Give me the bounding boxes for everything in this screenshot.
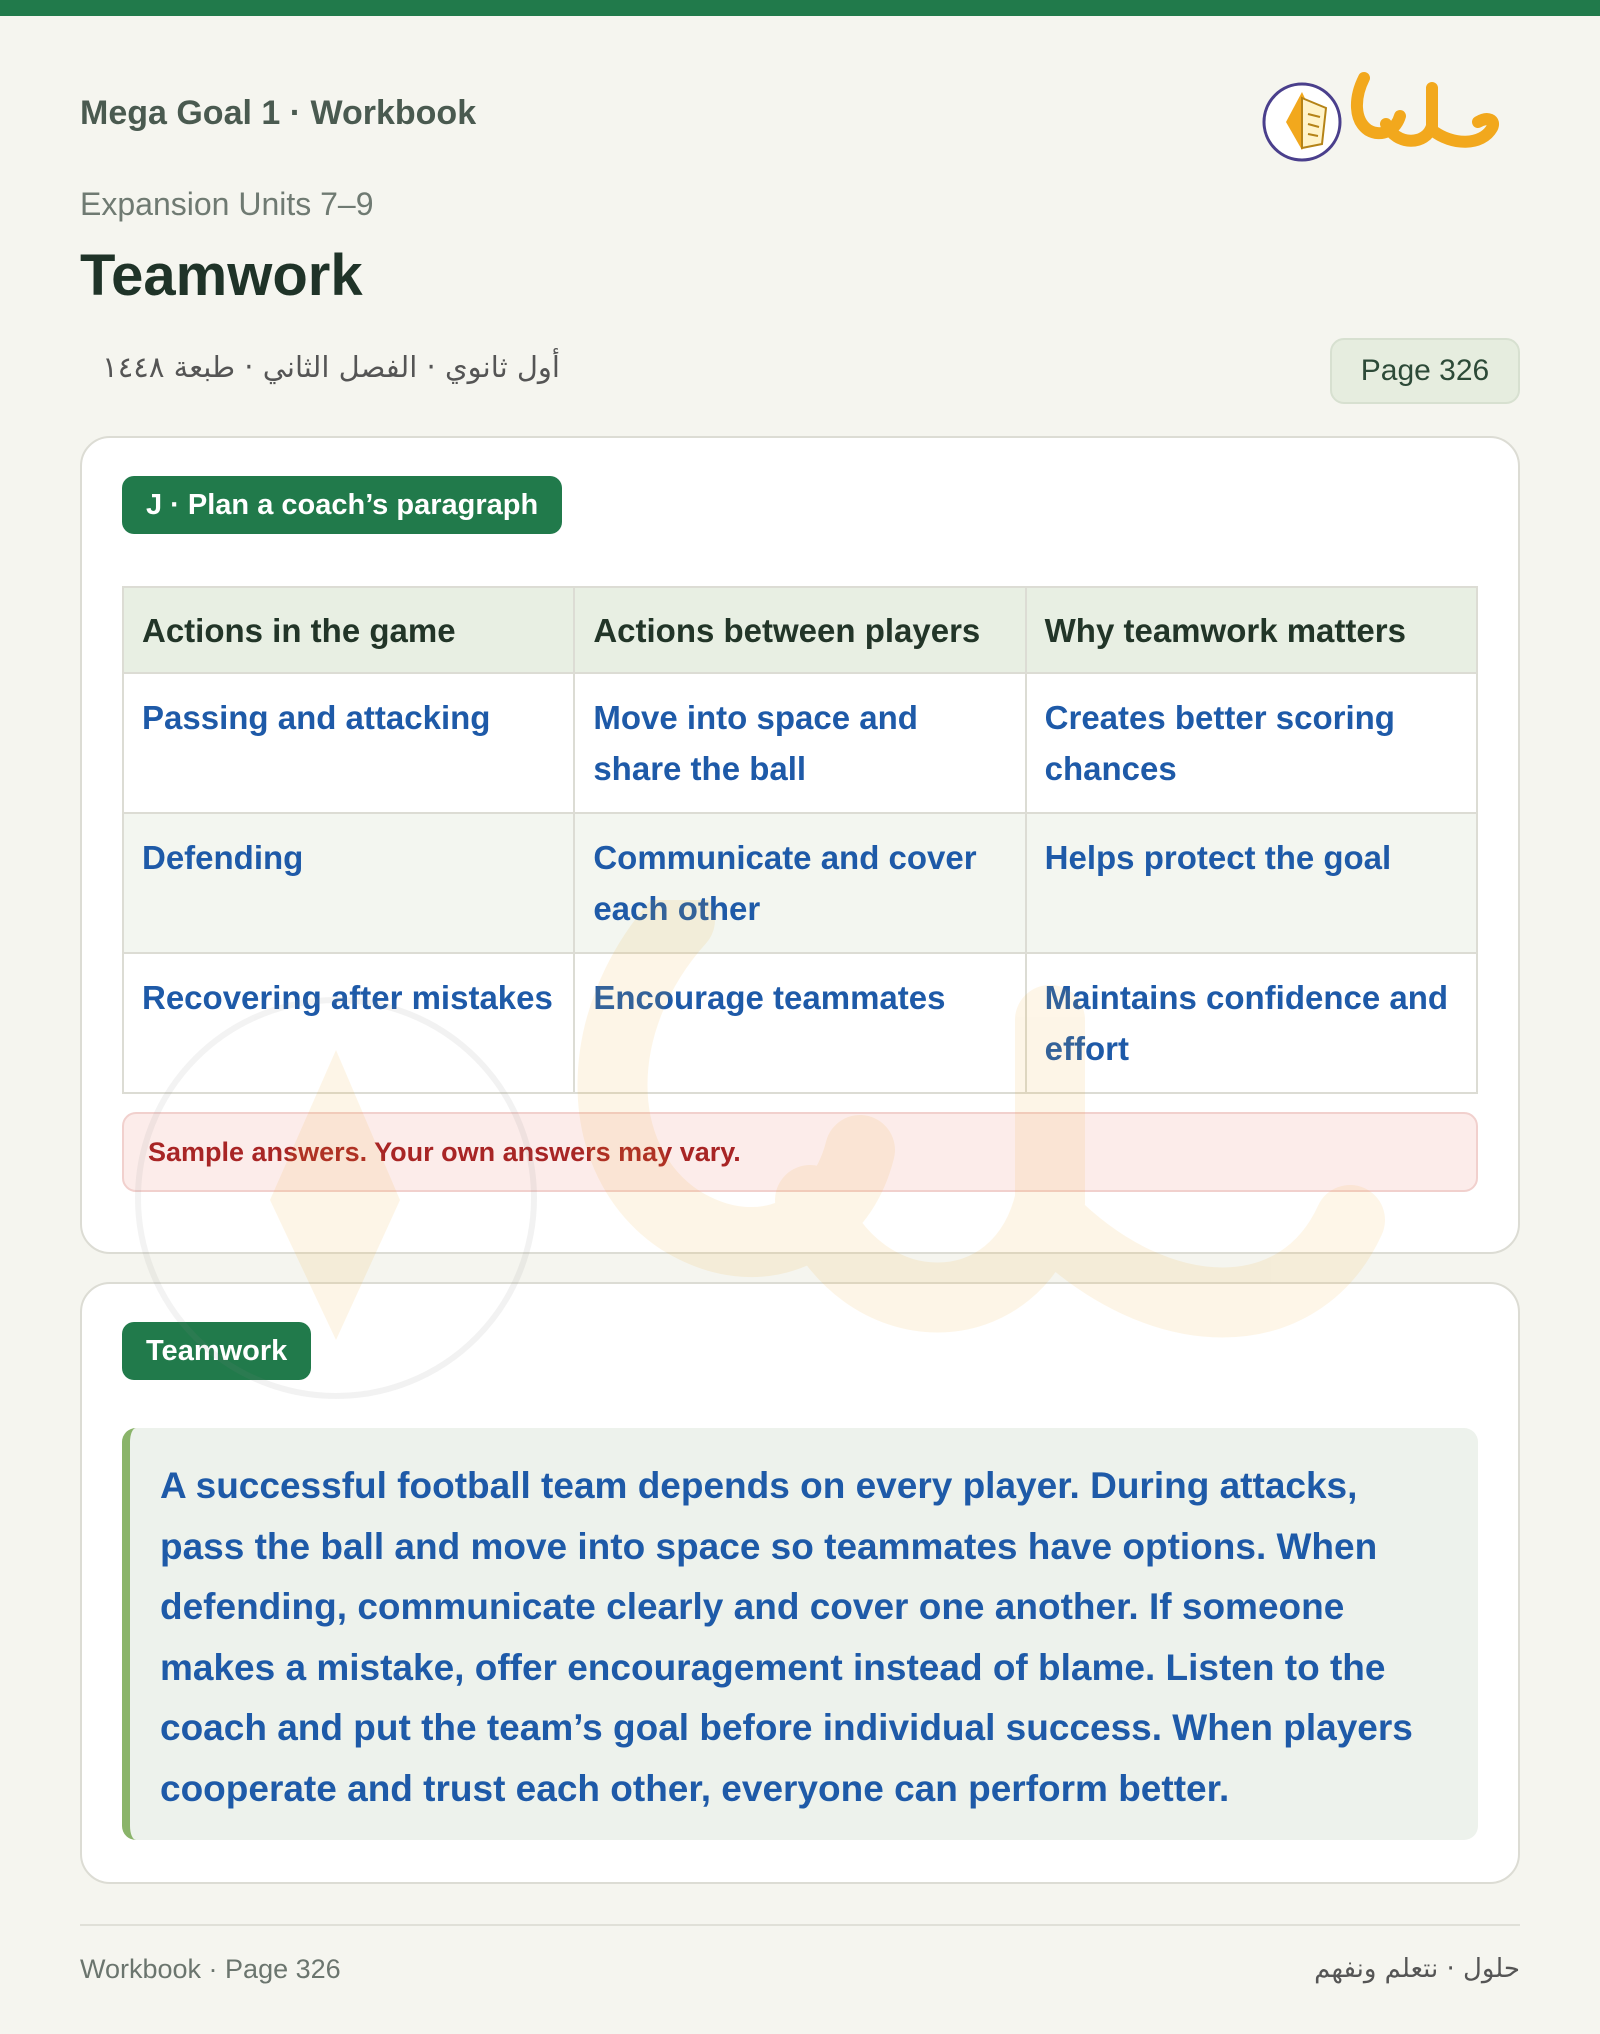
arabic-grade-meta: أول ثانوي · الفصل الثاني · طبعة ١٤٤٨ bbox=[102, 350, 560, 384]
sample-answers-note: Sample answers. Your own answers may vary. bbox=[122, 1112, 1478, 1192]
table-row bbox=[123, 953, 1477, 1093]
expansion-units-label: Expansion Units 7–9 bbox=[80, 186, 374, 222]
hulul-logo[interactable] bbox=[1256, 64, 1506, 168]
column-header: Why teamwork matters bbox=[1026, 587, 1477, 673]
table-row bbox=[123, 673, 1477, 813]
table-cell: Helps protect the goal bbox=[1026, 813, 1477, 953]
top-accent-bar bbox=[0, 0, 1600, 16]
table-row bbox=[123, 813, 1477, 953]
footer-divider bbox=[80, 1924, 1520, 1926]
page-number-badge: Page 326 bbox=[1330, 338, 1520, 404]
table-cell: Recovering after mistakes bbox=[123, 953, 574, 1093]
column-header: Actions in the game bbox=[123, 587, 574, 673]
book-series-title: Mega Goal 1 · Workbook bbox=[80, 94, 477, 132]
table-cell: Communicate and cover each other bbox=[574, 813, 1025, 953]
section-j-badge: J · Plan a coach’s paragraph bbox=[122, 476, 562, 534]
coach-plan-table bbox=[122, 586, 1478, 1094]
table-cell: Passing and attacking bbox=[123, 673, 574, 813]
page-title: Teamwork bbox=[80, 243, 363, 308]
table-header-row bbox=[123, 587, 1477, 673]
teamwork-badge: Teamwork bbox=[122, 1322, 311, 1380]
column-header: Actions between players bbox=[574, 587, 1025, 673]
footer-page-label: Workbook · Page 326 bbox=[80, 1954, 341, 1984]
table-cell: Maintains confidence and effort bbox=[1026, 953, 1477, 1093]
teamwork-card bbox=[80, 1282, 1520, 1884]
table-cell: Encourage teammates bbox=[574, 953, 1025, 1093]
table-cell: Move into space and share the ball bbox=[574, 673, 1025, 813]
table-cell: Creates better scoring chances bbox=[1026, 673, 1477, 813]
hulul-book-logo-icon bbox=[1256, 64, 1506, 168]
footer-brand-tagline: حلول · نتعلم ونفهم bbox=[1314, 1954, 1520, 1984]
section-j-card bbox=[80, 436, 1520, 1254]
table-cell: Defending bbox=[123, 813, 574, 953]
teamwork-paragraph: A successful football team depends on every player. During attacks, pass the ball and move into space so teammates have options. When defending, communicate clearly and cover one another. If someone makes a mistake, offer encouragement instead of blame. Listen to the coach and put the team’s goal before individual success. When players cooperate and trust each other, everyone can perform better. bbox=[122, 1428, 1478, 1840]
